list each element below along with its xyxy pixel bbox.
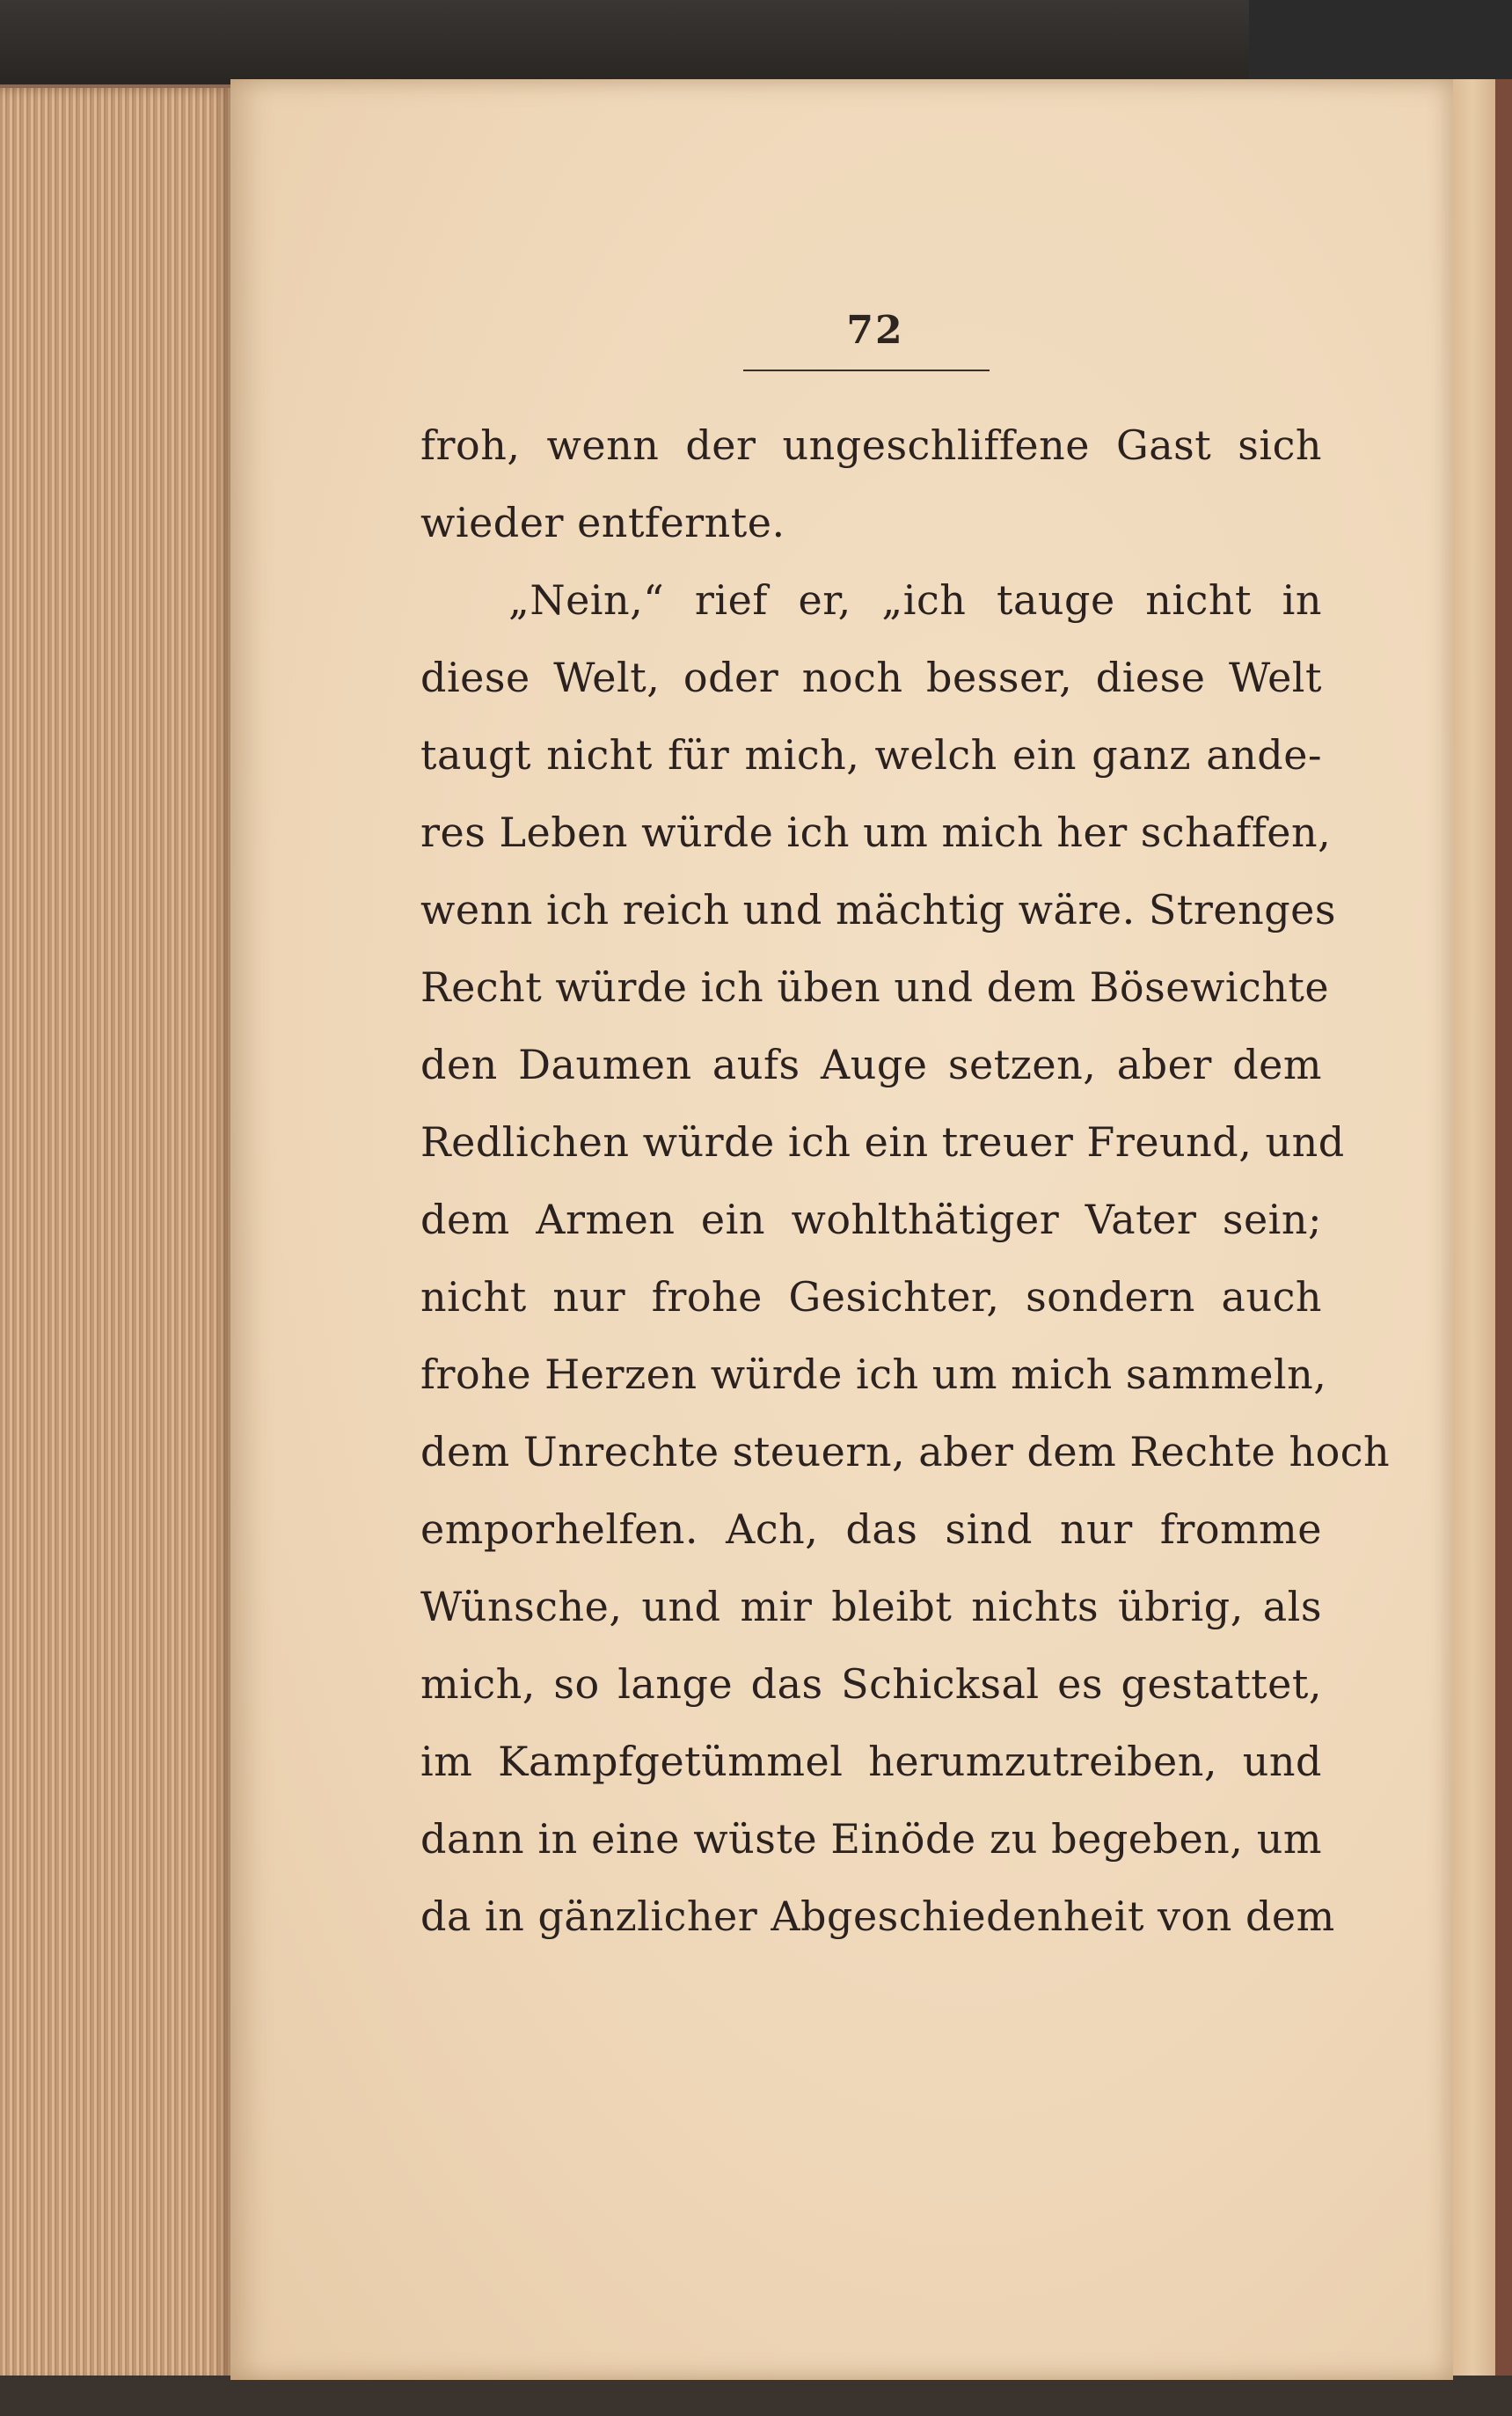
text-line: emporhelfen. Ach, das sind nur fromme <box>420 1505 1322 1553</box>
dark-background-right <box>1249 0 1512 88</box>
text-line: den Daumen aufs Auge setzen, aber dem <box>420 1041 1322 1088</box>
text-line: froh, wenn der ungeschliffene Gast sich <box>420 421 1322 469</box>
text-line: Redlichen würde ich ein treuer Freund, und <box>420 1118 1345 1166</box>
text-line: wieder entfernte. <box>420 499 785 546</box>
text-line: frohe Herzen würde ich um mich sammeln, <box>420 1351 1327 1398</box>
header-rule <box>743 370 990 371</box>
text-line: res Leben würde ich um mich her schaffen, <box>420 809 1332 856</box>
text-line: dem Unrechte steuern, aber dem Rechte hoch <box>420 1428 1391 1475</box>
bottom-shadow <box>0 2376 1512 2416</box>
text-line: nicht nur frohe Gesichter, sondern auch <box>420 1273 1322 1321</box>
text-line: „Nein,“ rief er, „ich tauge nicht in <box>508 576 1322 624</box>
text-line: taugt nicht für mich, welch ein ganz ande- <box>420 731 1322 779</box>
text-line: diese Welt, oder noch besser, diese Welt <box>420 654 1322 701</box>
text-line: dem Armen ein wohlthätiger Vater sein; <box>420 1196 1322 1243</box>
text-line: dann in eine wüste Einöde zu begeben, um <box>420 1815 1322 1863</box>
text-line: Recht würde ich üben und dem Bösewichte <box>420 963 1330 1011</box>
text-line: da in gänzlicher Abgeschiedenheit von dem <box>420 1893 1335 1940</box>
text-line: im Kampfgetümmel herumzutreiben, und <box>420 1738 1322 1785</box>
body-text <box>420 406 1391 1955</box>
text-line: mich, so lange das Schicksal es gestattet, <box>420 1660 1322 1708</box>
book-page-edges <box>0 88 230 2384</box>
page-number: 72 <box>846 308 904 353</box>
text-line: wenn ich reich und mächtig wäre. Strenges <box>420 886 1337 933</box>
text-line: Wünsche, und mir bleibt nichts übrig, als <box>420 1583 1322 1630</box>
book-cover-edge <box>1495 79 1512 2384</box>
